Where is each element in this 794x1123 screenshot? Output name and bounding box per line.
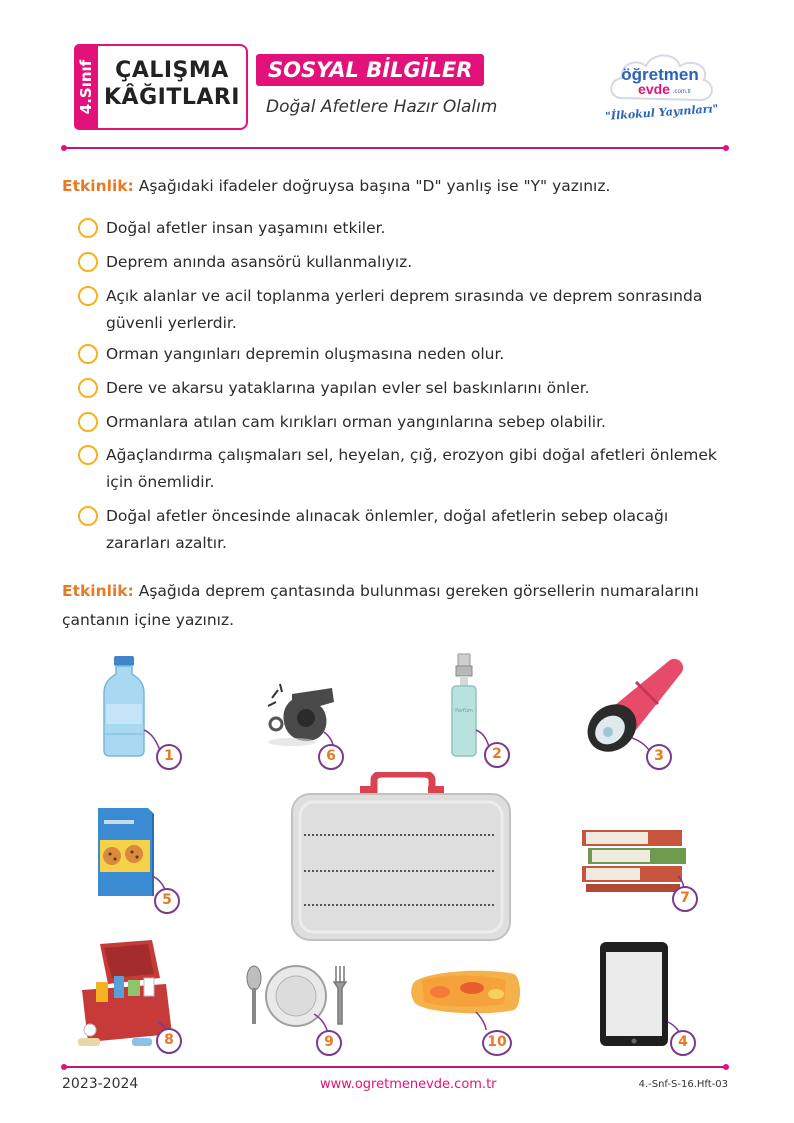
picture-number: 4 [670, 1030, 696, 1056]
divider-dot [723, 145, 729, 151]
flashlight-icon [582, 654, 692, 772]
statement-item [78, 341, 718, 368]
picture-number: 9 [316, 1030, 342, 1056]
statement-text: Orman yangınları depremin oluşmasına neden olur. [106, 345, 505, 363]
picture-wrap-sandwich [410, 964, 530, 1056]
picture-plate-cutlery [244, 964, 354, 1056]
picture-number: 3 [646, 744, 672, 770]
emergency-bag [290, 772, 512, 942]
wrap-sandwich-icon [410, 964, 530, 1056]
statement-text: Açık alanlar ve acil toplanma yerleri deprem sırasında ve deprem sonrasında güvenli yerlerdir. [106, 287, 703, 332]
statement-text: Dere ve akarsu yataklarına yapılan evler sel baskınlarını önler. [106, 379, 590, 397]
statement-item [78, 442, 718, 496]
header-divider [64, 147, 726, 149]
logo-word-2: evde [638, 81, 670, 97]
picture-number: 8 [156, 1028, 182, 1054]
activity2-instruction-text: Aşağıda deprem çantasında bulunması gereken görsellerin numaralarını çantanın içine yazınız. [62, 582, 699, 629]
picture-number: 10 [482, 1030, 512, 1056]
divider-dot [723, 1064, 729, 1070]
answer-circle[interactable] [78, 506, 98, 526]
activity2-label: Etkinlik: [62, 582, 134, 600]
statement-item [78, 283, 718, 337]
grade-tab [74, 44, 98, 130]
picture-perfume [446, 652, 538, 772]
picture-books [580, 826, 698, 918]
answer-circle[interactable] [78, 445, 98, 465]
picture-number: 5 [154, 888, 180, 914]
picture-flashlight [582, 654, 692, 772]
activity2-instruction [62, 577, 722, 635]
activity1-instruction [62, 170, 732, 202]
statement-item [78, 409, 718, 436]
answer-line[interactable] [304, 834, 494, 836]
picture-number: 6 [318, 744, 344, 770]
footer-divider [64, 1066, 726, 1068]
subject-badge: SOSYAL BİLGİLER [256, 54, 484, 86]
title-line-1: ÇALIŞMA [115, 58, 229, 83]
picture-biscuit-box [92, 806, 192, 918]
statement-text: Ormanlara atılan cam kırıkları orman yangınlarına sebep olabilir. [106, 413, 606, 431]
statement-item [78, 249, 718, 276]
grade-label: 4.Sınıf [77, 59, 95, 115]
picture-tablet [596, 940, 704, 1056]
logo-word-1: öğretmen [621, 65, 699, 84]
topic-subtitle: Doğal Afetlere Hazır Olalım [266, 97, 498, 117]
title-line-2: KÂĞITLARI [104, 85, 240, 110]
worksheet-title-box [98, 44, 248, 130]
logo-tagline: "İlkokul Yayınları" [606, 102, 718, 123]
answer-circle[interactable] [78, 218, 98, 238]
answer-line[interactable] [304, 870, 494, 872]
perfume-label: Parfüm [455, 708, 473, 714]
answer-circle[interactable] [78, 344, 98, 364]
activity1-instruction-text: Aşağıdaki ifadeler doğruysa başına "D" yanlış ise "Y" yazınız. [138, 177, 611, 195]
picture-water-bottle [98, 654, 188, 774]
answer-line[interactable] [304, 904, 494, 906]
suitcase-icon [290, 772, 512, 942]
answer-circle[interactable] [78, 252, 98, 272]
statement-text: Deprem anında asansörü kullanmalıyız. [106, 253, 413, 271]
footer-url[interactable]: www.ogretmenevde.com.tr [320, 1077, 497, 1092]
picture-number: 1 [156, 744, 182, 770]
footer-year: 2023-2024 [62, 1076, 139, 1092]
statement-item [78, 215, 718, 242]
activity1-label: Etkinlik: [62, 177, 134, 195]
logo-domain: .com.tr [672, 89, 692, 95]
picture-first-aid-kit [74, 938, 194, 1056]
publisher-logo [606, 46, 718, 126]
statement-item [78, 503, 718, 557]
picture-number: 7 [672, 886, 698, 912]
cloud-logo-icon [606, 46, 718, 126]
statement-item [78, 375, 718, 402]
statement-text: Ağaçlandırma çalışmaları sel, heyelan, çığ, erozyon gibi doğal afetleri önlemek için önemlidir. [106, 446, 717, 491]
answer-circle[interactable] [78, 412, 98, 432]
statement-text: Doğal afetler insan yaşamını etkiler. [106, 219, 386, 237]
answer-circle[interactable] [78, 378, 98, 398]
statement-text: Doğal afetler öncesinde alınacak önlemler, doğal afetlerin sebep olacağı zararları azaltır. [106, 507, 669, 552]
answer-circle[interactable] [78, 286, 98, 306]
picture-whistle [262, 672, 354, 776]
footer-code: 4.-Snf-S-16.Hft-03 [638, 1079, 728, 1090]
picture-number: 2 [484, 742, 510, 768]
